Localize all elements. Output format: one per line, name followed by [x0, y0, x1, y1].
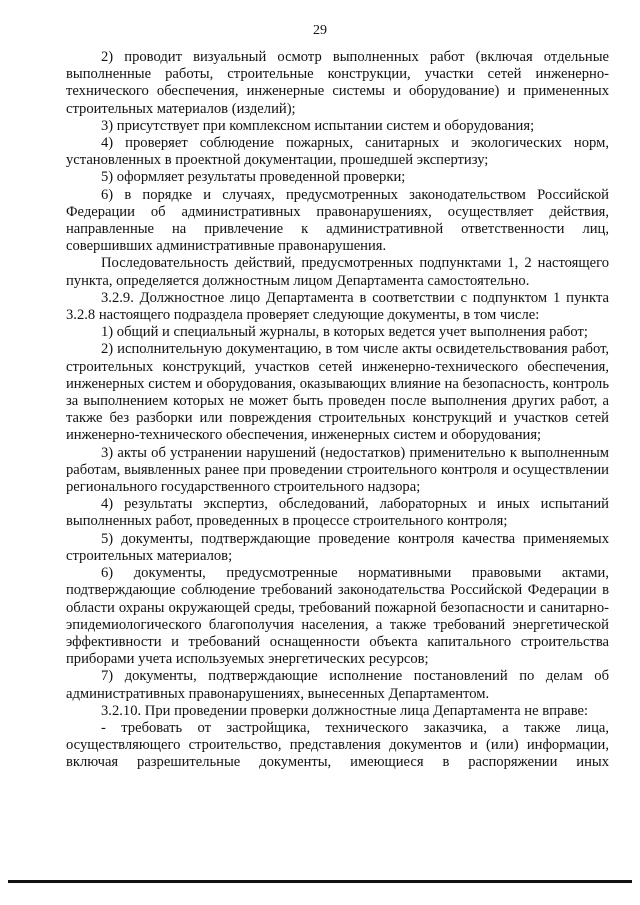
paragraph: 6) в порядке и случаях, предусмотренных законодательством Российской Федерации об административных правонарушениях, осуществляет действия, направленные на привлечение к административной ответственности лиц, совершивших административные правонарушения.	[66, 186, 609, 255]
paragraph: 4) результаты экспертиз, обследований, лабораторных и иных испытаний выполненных работ, проведенных в процессе строительного контроля;	[66, 496, 609, 530]
paragraph: 7) документы, подтверждающие исполнение постановлений по делам об административных правонарушениях, вынесенных Департаментом.	[66, 668, 609, 702]
paragraph: 2) проводит визуальный осмотр выполненных работ (включая отдельные выполненные работы, строительные конструкции, участки сетей инженерно-технического обеспечения, инженерные системы и оборудование) и примененных строительных материалов (изделий);	[66, 49, 609, 117]
paragraph: - требовать от застройщика, технического заказчика, а также лица, осуществляющего строительство, представления документов и (или) информации, включая разрешительные документы, имеющиеся в распоряжении иных	[66, 719, 609, 771]
paragraph: 3.2.10. При проведении проверки должностные лица Департамента не вправе:	[101, 702, 589, 719]
paragraph: 1) общий и специальный журналы, в которых ведется учет выполнения работ;	[101, 324, 588, 341]
document-body	[66, 49, 609, 772]
paragraph: 6) документы, предусмотренные нормативными правовыми актами, подтверждающие соблюдение требований законодательства Российской Федерации в области охраны окружающей среды, требований пожарной безопасности и санитарно-эпидемиологического благополучия населения, а также требований энергетической эффективности и требований оснащенности объекта капитального строительства приборами учета используемых энергетических ресурсов;	[66, 565, 609, 668]
paragraph: 5) оформляет результаты проведенной проверки;	[101, 169, 406, 186]
paragraph: 3) присутствует при комплексном испытании систем и оборудования;	[101, 117, 535, 134]
paragraph: 3.2.9. Должностное лицо Департамента в соответствии с подпунктом 1 пункта 3.2.8 настоящего подраздела проверяет следующие документы, в том числе:	[66, 289, 609, 324]
bottom-border-line	[8, 880, 632, 883]
page-number: 29	[313, 23, 327, 38]
paragraph: 3) акты об устранении нарушений (недостатков) применительно к выполненным работам, выявленных ранее при проведении строительного контроля и осуществлении регионального государственного строительного надзора;	[66, 444, 609, 496]
paragraph: 4) проверяет соблюдение пожарных, санитарных и экологических норм, установленных в проектной документации, прошедшей экспертизу;	[66, 135, 609, 169]
paragraph: Последовательность действий, предусмотренных подпунктами 1, 2 настоящего пункта, определяется должностным лицом Департамента самостоятельно.	[66, 255, 609, 289]
paragraph: 2) исполнительную документацию, в том числе акты освидетельствования работ, строительных конструкций, участков сетей инженерно-технического обеспечения, инженерных систем и оборудования, оказывающих влияние на безопасность, контроль за выполнением которых не может быть проведен после выполнения других работ, а также без разборки или повреждения строительных конструкций и участков сетей инженерно-технического обеспечения, инженерных систем и оборудования;	[66, 341, 609, 444]
paragraph: 5) документы, подтверждающие проведение контроля качества применяемых строительных материалов;	[66, 530, 609, 564]
